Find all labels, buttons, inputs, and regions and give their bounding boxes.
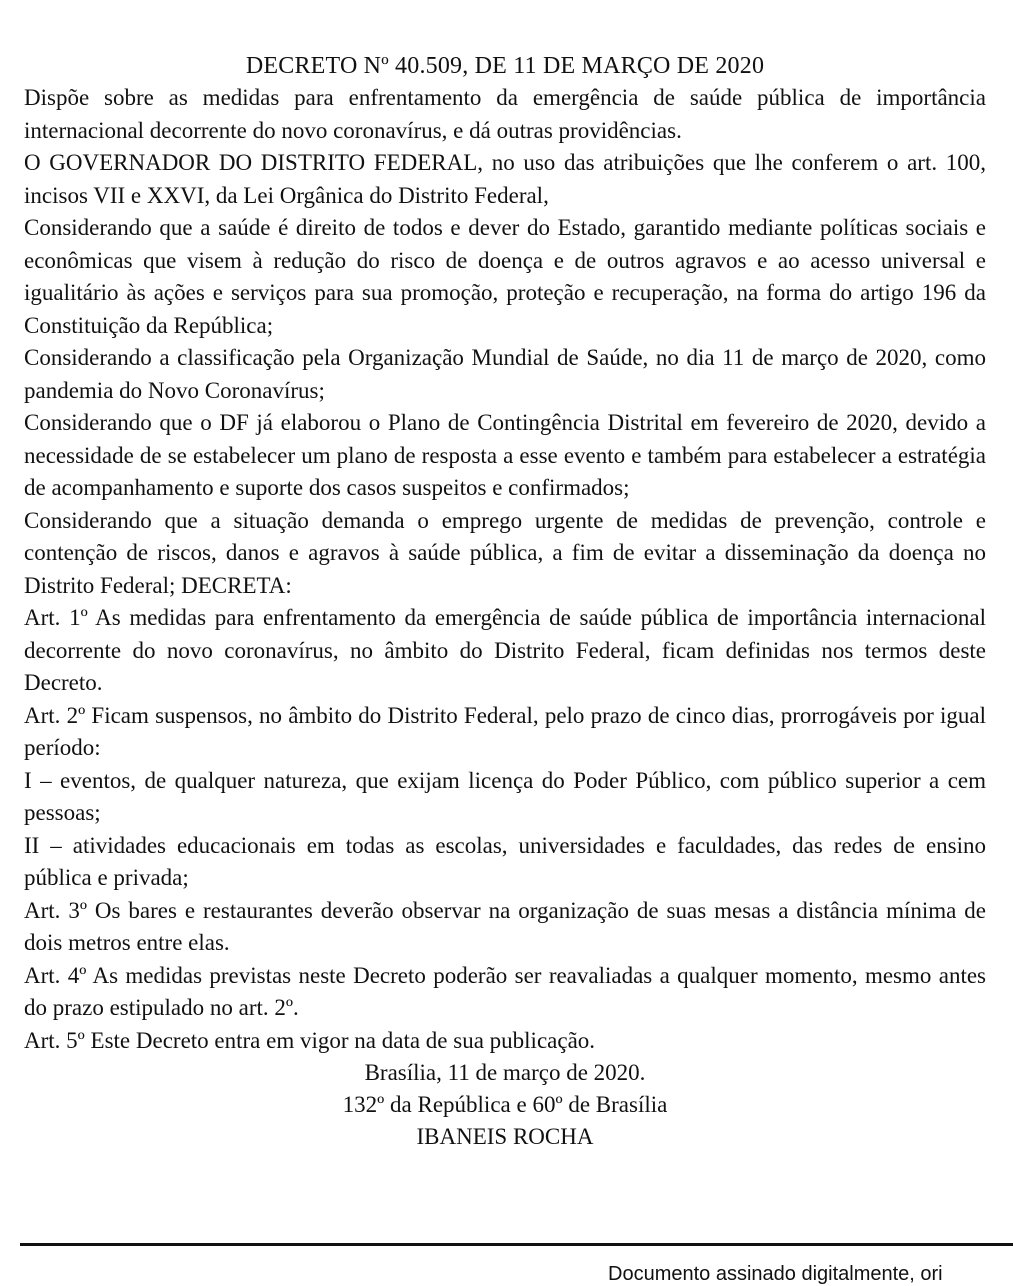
article-1: Art. 1º As medidas para enfrentamento da emergência de saúde pública de importância internacional decorrente do novo coronavírus, no âmbito do Distrito Federal, ficam definidas nos termos deste Decreto.: [24, 605, 986, 695]
article-4: Art. 4º As medidas previstas neste Decreto poderão ser reavaliadas a qualquer momento, mesmo antes do prazo estipulado no art. 2º.: [24, 962, 986, 1020]
signatory-name: IBANEIS ROCHA: [416, 1124, 594, 1149]
decree-ementa: Dispõe sobre as medidas para enfrentamento da emergência de saúde pública de importância internacional decorrente do novo coronavírus, e dá outras providências.: [24, 85, 986, 143]
article-5: Art. 5º Este Decreto entra em vigor na data de sua publicação.: [24, 1027, 596, 1053]
article-2: Art. 2º Ficam suspensos, no âmbito do Distrito Federal, pelo prazo de cinco dias, prorrogáveis por igual período:: [24, 702, 986, 760]
article-2-item-ii: II – atividades educacionais em todas as escolas, universidades e faculdades, das redes de ensino pública e privada;: [24, 832, 986, 890]
decree-title: DECRETO Nº 40.509, DE 11 DE MARÇO DE 2020: [245, 53, 765, 79]
article-2-item-i: I – eventos, de qualquer natureza, que exijam licença do Poder Público, com público superior a cem pessoas;: [24, 767, 986, 825]
decree-preamble: O GOVERNADOR DO DISTRITO FEDERAL, no uso das atribuições que lhe conferem o art. 100, incisos VII e XXVI, da Lei Orgânica do Distrito Federal,: [24, 150, 986, 208]
era-line: 132º da República e 60º de Brasília: [342, 1092, 668, 1117]
considering-clause-3: Considerando que o DF já elaborou o Plano de Contingência Distrital em fevereiro de 2020, devido a necessidade de se estabelecer um plano de resposta a esse evento e também para estabelecer a estratégia de acompanhamento e suporte dos casos suspeitos e confirmados;: [24, 410, 986, 500]
considering-clause-4: Considerando que a situação demanda o emprego urgente de medidas de prevenção, controle e contenção de riscos, danos e agravos à saúde pública, a fim de evitar a disseminação da doença no Distrito Federal; DECRETA:: [24, 507, 986, 598]
decree-document: [24, 50, 986, 1153]
footer-divider: [20, 1243, 1013, 1246]
article-3: Art. 3º Os bares e restaurantes deverão observar na organização de suas mesas a distância mínima de dois metros entre elas.: [24, 897, 986, 955]
considering-clause-1: Considerando que a saúde é direito de todos e dever do Estado, garantido mediante políticas sociais e econômicas que visem à redução do risco de doença e de outros agravos e ao acesso universal e igualitário às ações e serviços para sua promoção, proteção e recuperação, na forma do artigo 196 da Constituição da República;: [24, 215, 986, 338]
considering-clause-2: Considerando a classificação pela Organização Mundial de Saúde, no dia 11 de março de 2020, como pandemia do Novo Coronavírus;: [24, 345, 986, 403]
digital-signature-note: Documento assinado digitalmente, ori: [608, 1263, 943, 1285]
place-date: Brasília, 11 de março de 2020.: [364, 1060, 646, 1085]
